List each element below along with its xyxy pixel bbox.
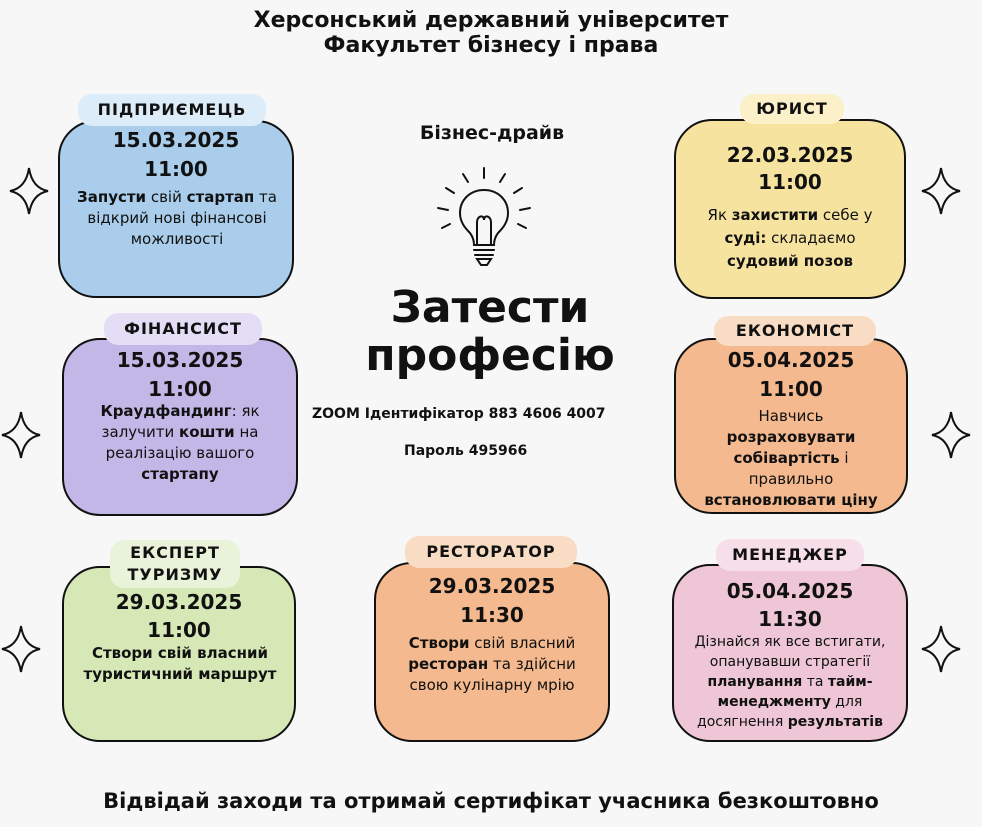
event-date: 15.03.2025 [112, 128, 240, 152]
event-date: 29.03.2025 [115, 590, 243, 614]
event-description: Дізнайся як все встигати, опанувавши стратегії планування та тайм-менеджменту для досягнення результатів [694, 634, 886, 730]
footer-call-to-action: Відвідай заходи та отримай сертифікат учасника безкоштовно [103, 789, 879, 813]
event-tag: МЕНЕДЖЕР [716, 539, 864, 571]
event-subtitle: Бізнес-драйв [419, 122, 565, 144]
event-description: Запусти свій стартап та відкрий нові фінансові можливості [77, 188, 277, 248]
event-time: 11:00 [148, 377, 212, 401]
event-description: Як захистити себе у суді: складаємо судовий позов [707, 206, 873, 270]
event-time: 11:00 [147, 618, 211, 642]
sparkle-star-icon [920, 624, 962, 674]
event-tag: ЕКОНОМІСТ [714, 316, 876, 346]
event-tag: ФІНАНСИСТ [104, 313, 262, 345]
event-time: 11:00 [144, 157, 208, 181]
event-description: Створи свій власний ресторан та здійсни свою кулінарну мрію [408, 634, 576, 694]
sparkle-star-icon [8, 166, 50, 216]
event-time: 11:30 [758, 607, 822, 631]
main-title-line1: Затести [390, 282, 590, 333]
event-date: 05.04.2025 [726, 579, 854, 603]
event-date: 05.04.2025 [727, 348, 855, 372]
faculty-name: Факультет бізнесу і права [323, 33, 659, 58]
sparkle-star-icon [0, 410, 42, 460]
sparkle-star-icon [0, 624, 42, 674]
zoom-password: Пароль 495966 [404, 443, 528, 459]
main-title-line2: професію [365, 330, 615, 381]
event-tag: ЕКСПЕРТ ТУРИЗМУ [110, 540, 240, 588]
event-tag: РЕСТОРАТОР [405, 536, 577, 568]
zoom-id: ZOOM Ідентифікатор 883 4606 4007 [312, 406, 606, 422]
event-tag: ПІДПРИЄМЕЦЬ [78, 94, 266, 126]
event-description: Створи свій власний туристичний маршрут [83, 644, 277, 683]
event-time: 11:00 [758, 170, 822, 194]
event-date: 15.03.2025 [116, 348, 244, 372]
event-date: 29.03.2025 [428, 574, 556, 598]
event-tag: ЮРИСТ [740, 94, 844, 124]
sparkle-star-icon [920, 166, 962, 216]
university-name: Херсонський державний університет [253, 8, 729, 33]
event-description: Навчись розраховувати собівартість і правильно встановлювати ціну [704, 407, 878, 509]
event-date: 22.03.2025 [726, 143, 854, 167]
event-time: 11:30 [460, 603, 524, 627]
light-bulb-icon [432, 166, 536, 274]
sparkle-star-icon [930, 410, 972, 460]
event-description: Краудфандинг: як залучити кошти на реалізацію вашого стартапу [100, 402, 260, 483]
event-time: 11:00 [759, 377, 823, 401]
